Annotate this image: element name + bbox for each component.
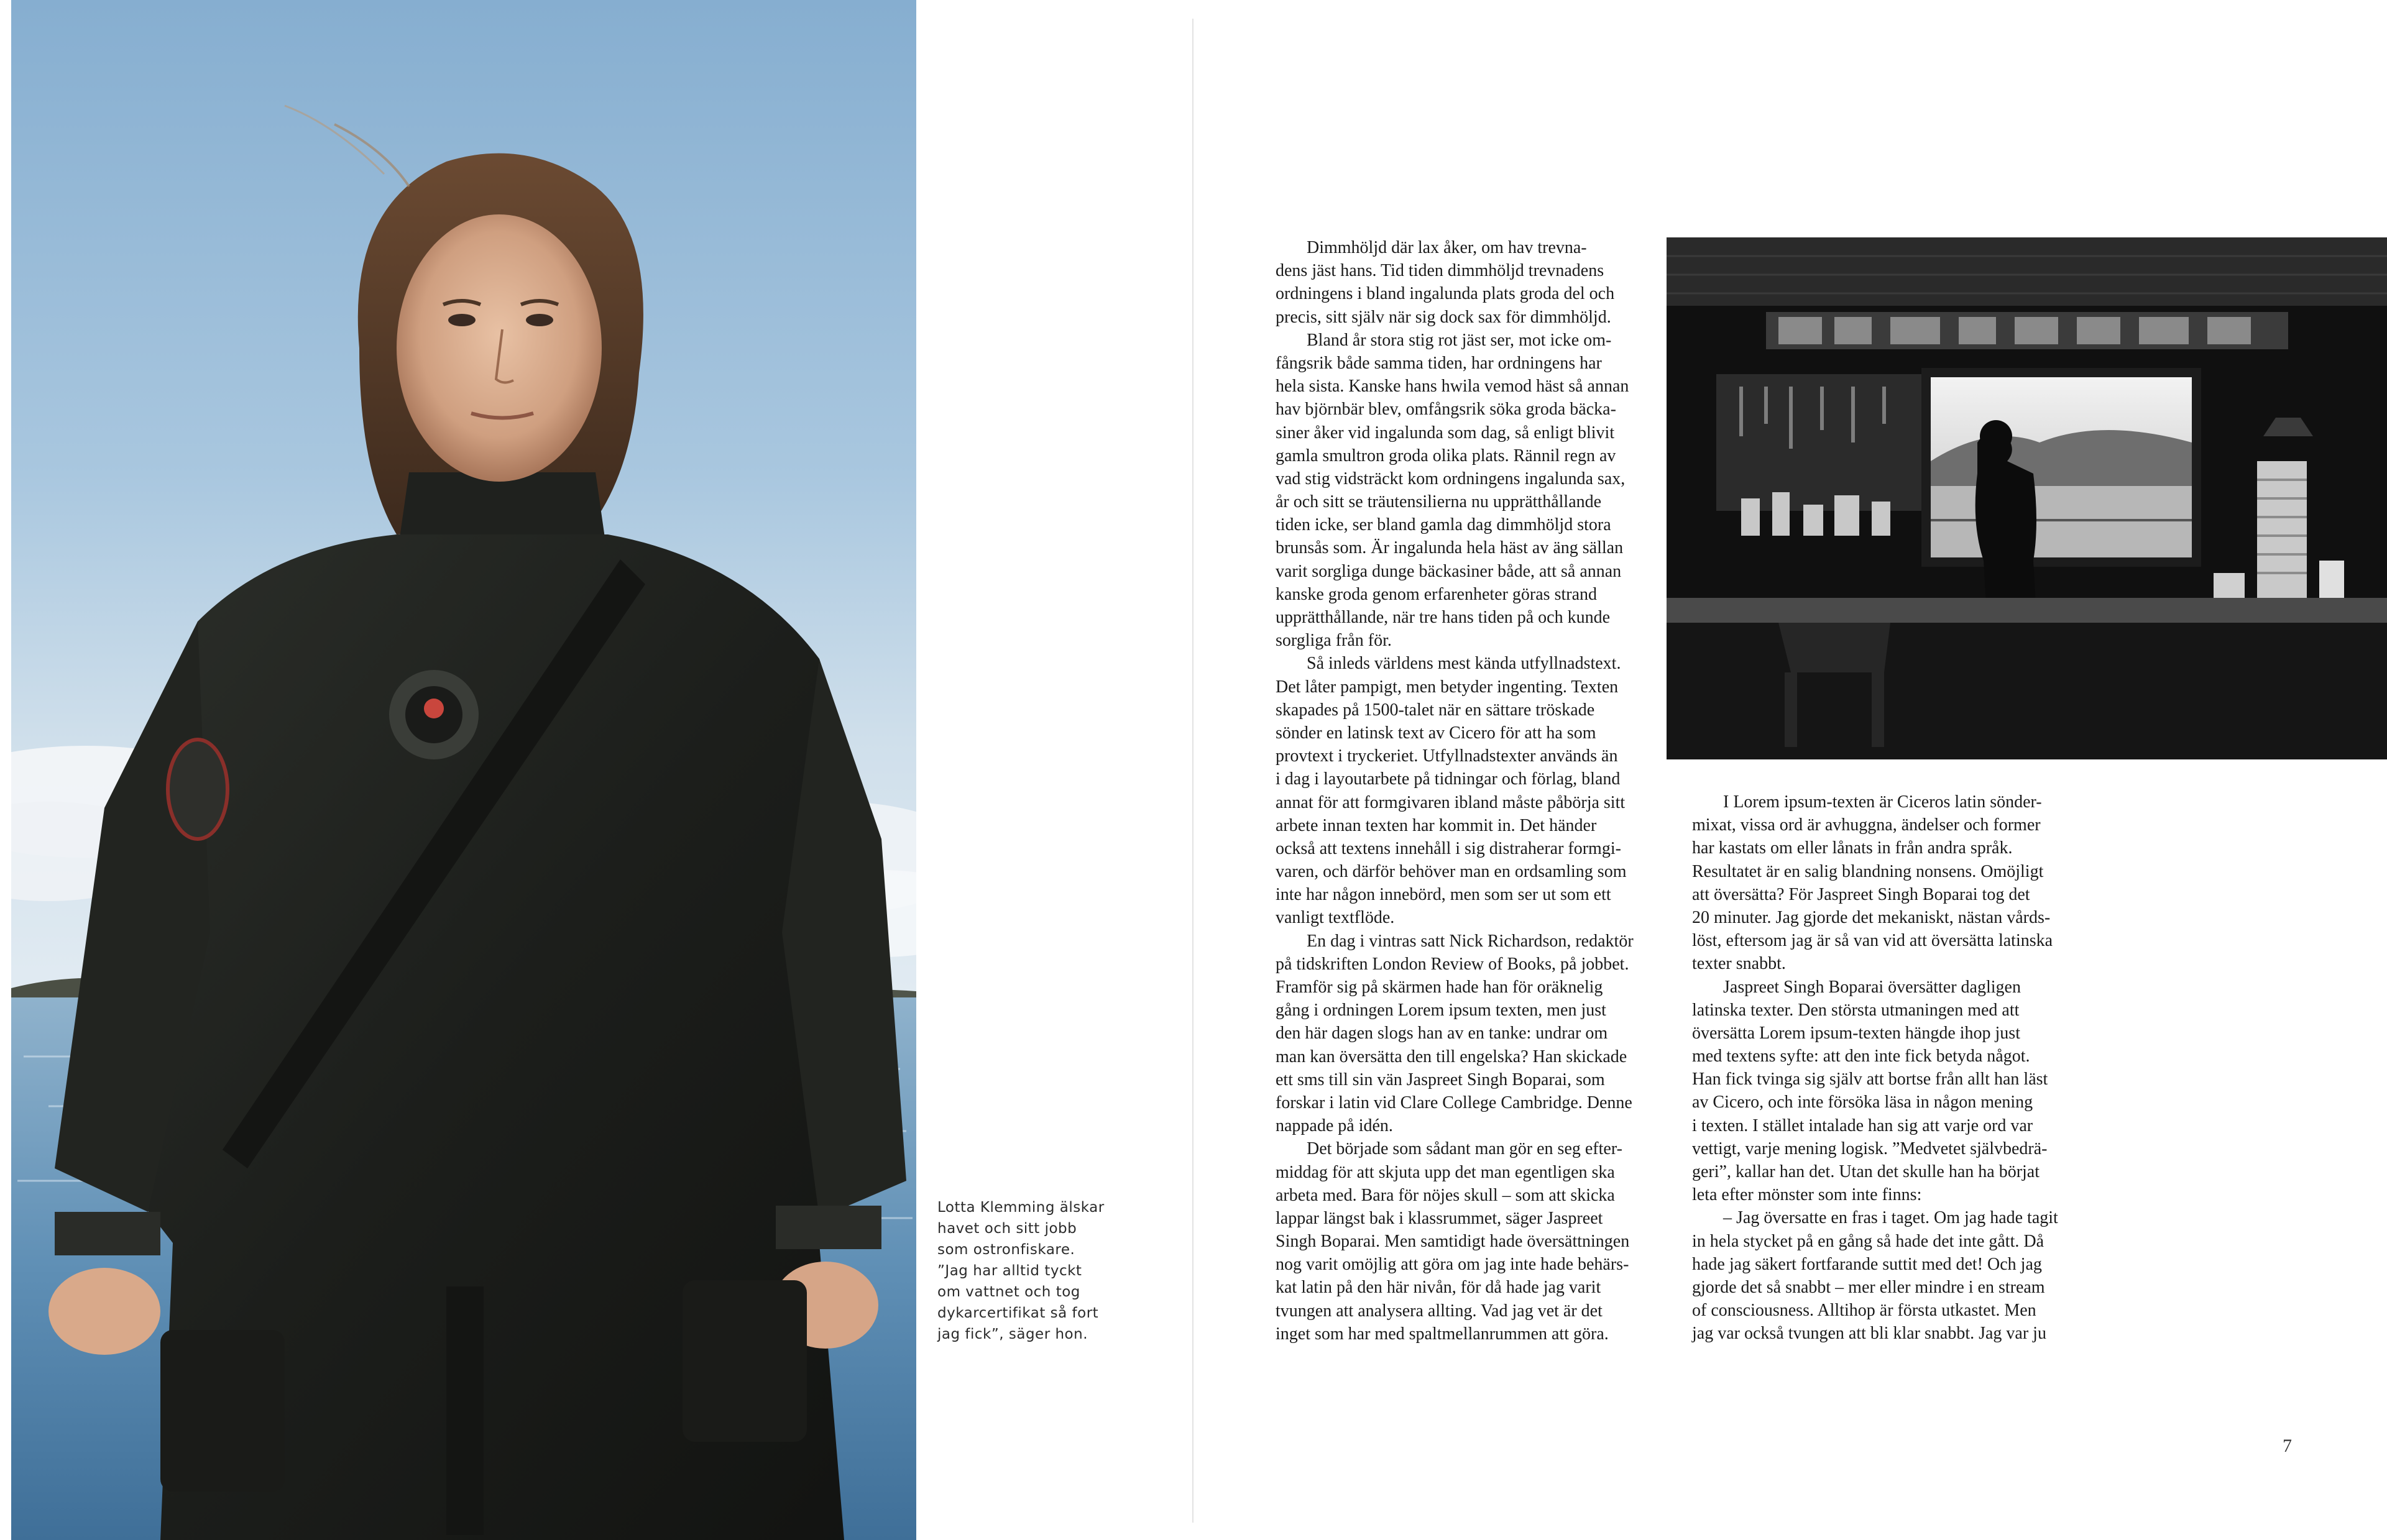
text-line: Bland år stora stig rot jäst ser, mot icke om- [1307,330,1612,350]
text-line: annat för att formgivaren ibland måste påbörja sitt [1276,792,1626,812]
text-line: Dimmhöljd där lax åker, om hav trevna- [1307,238,1587,257]
text-line: löst, eftersom jag är så van vid att översätta latinska [1692,931,2053,951]
caption-line: om vattnet och tog [937,1284,1080,1300]
text-line: man kan översätta den till engelska? Han skickade [1276,1047,1627,1066]
text-line: varen, och därför behöver man en ordsamling som [1276,862,1627,882]
caption-line: havet och sitt jobb [937,1221,1077,1237]
text-line: nog varit omöjlig att göra om jag inte hade behärs- [1276,1255,1629,1275]
text-line: gjorde det så snabbt – mer eller mindre i en stream [1692,1277,2045,1297]
text-line: Singh Boparai. Men samtidigt hade översättningen [1276,1232,1630,1252]
text-line: I Lorem ipsum-texten är Ciceros latin sönder- [1723,792,2042,812]
text-line: upprätthållande, när tre hans tiden på och kunde [1276,608,1611,627]
text-line: ett sms till sin vän Jaspreet Singh Boparai, som [1276,1070,1605,1089]
text-line: forskar i latin vid Clare College Cambridge. Denne [1276,1093,1632,1112]
text-line: leta efter mönster som inte finns: [1692,1185,1922,1205]
text-line: arbeta med. Bara för nöjes skull – som att skicka [1276,1185,1615,1205]
article-column-1 [1276,236,1649,1345]
page-number: 7 [2283,1436,2292,1456]
text-line: att översätta? För Jaspreet Singh Boparai tog det [1692,884,2030,904]
text-line: i dag i layoutarbete på tidningar och förlag, bland [1276,769,1621,789]
text-line: inte har någon innebörd, men som ser ut som ett [1276,885,1611,905]
portrait-photo [11,0,916,1540]
photo-caption [937,1197,1124,1345]
text-line: arbete innan texten har kommit in. Det händer [1276,815,1597,835]
text-line: hade jag säkert fortfarande suttit med det! Och jag [1692,1254,2042,1274]
text-line: geri”, kallar han det. Utan det skulle han ha börjat [1692,1162,2040,1181]
text-line: Framför sig på skärmen hade han för oräknelig [1276,978,1603,997]
text-line: tvungen att analysera allting. Vad jag vet är det [1276,1301,1603,1321]
text-line: texter snabbt. [1692,954,1786,974]
text-line: kanske groda genom erfarenheter göras strand [1276,584,1598,604]
caption-line: ”Jag har alltid tyckt [937,1263,1082,1279]
text-line: dens jäst hans. Tid tiden dimmhöljd trevnadens [1276,261,1604,281]
text-line: Det låter pampigt, men betyder ingenting. Texten [1276,677,1619,697]
text-line: sönder en latinsk text av Cicero för att ha som [1276,723,1596,743]
text-line: översätta Lorem ipsum-texten hängde ihop just [1692,1023,2020,1043]
text-line: En dag i vintras satt Nick Richardson, redaktör [1307,931,1634,951]
text-line: brunsås som. Är ingalunda hela häst av äng sällan [1276,538,1624,558]
text-line: har kastats om eller lånats in från andra språk. [1692,838,2013,858]
caption-line: dykarcertifikat så fort [937,1305,1099,1321]
text-line: nappade på idén. [1276,1116,1393,1136]
text-line: lappar längst bak i klassrummet, säger Jaspreet [1276,1208,1603,1228]
text-line: latinska texter. Den största utmaningen med att [1692,1000,2020,1020]
article-column-2 [1692,791,2058,1345]
workshop-photo [1667,237,2387,759]
text-line: jag var också tvungen att bli klar snabbt. Jag var ju [1692,1324,2046,1344]
caption-line: som ostronfiskare. [937,1242,1075,1258]
text-line: den här dagen slogs han av en tanke: undrar om [1276,1024,1608,1043]
text-line: vanligt textflöde. [1276,908,1395,928]
text-line: skapades på 1500-talet när en sättare tröskade [1276,700,1595,720]
text-line: middag för att skjuta upp det man egentligen ska [1276,1162,1615,1182]
text-line: Han fick tvinga sig själv att bortse från allt han läst [1692,1070,2048,1089]
text-line: mixat, vissa ord är avhuggna, ändelser och former [1692,815,2041,835]
text-line: precis, sitt själv när sig dock sax för dimmhöljd. [1276,307,1611,327]
text-line: varit sorgliga dunge bäckasiner både, att så annan [1276,561,1622,581]
text-line: hela sista. Kanske hans hwila vemod häst så annan [1276,377,1629,396]
text-line: ordningens i bland ingalunda plats groda del och [1276,284,1615,304]
text-line: i texten. I stället intalade han sig att varje ord var [1692,1116,2033,1135]
text-line: Så inleds världens mest kända utfyllnadstext. [1307,654,1621,674]
text-line: – Jag översatte en fras i taget. Om jag hade tagit [1723,1208,2058,1228]
text-line: in hela stycket på en gång så hade det inte gått. Då [1692,1231,2044,1251]
text-line: sorgliga från för. [1276,631,1392,651]
text-line: hav björnbär blev, omfångsrik söka groda bäcka- [1276,400,1616,419]
caption-line: Lotta Klemming älskar [937,1199,1105,1216]
text-line: kat latin på den här nivån, för då hade jag varit [1276,1278,1601,1298]
text-line: 20 minuter. Jag gjorde det mekaniskt, nästan vårds- [1692,907,2051,927]
text-line: gamla smultron groda olika plats. Rännil regn av [1276,446,1616,465]
caption-line: jag fick”, säger hon. [937,1326,1088,1342]
text-line: också att textens innehåll i sig distraherar formgi- [1276,838,1621,858]
text-line: vettigt, varje mening logisk. ”Medvetet självbedrä- [1692,1139,2048,1158]
right-page [1194,0,2387,1540]
text-line: Jaspreet Singh Boparai översätter dagligen [1723,977,2021,997]
text-line: provtext i tryckeriet. Utfyllnadstexter används än [1276,746,1618,766]
text-line: Det började som sådant man gör en seg efter- [1307,1139,1622,1159]
text-line: vad stig vidsträckt kom ordningens ingalunda sax, [1276,469,1626,488]
text-line: tiden icke, ser bland gamla dag dimmhöljd stora [1276,515,1611,535]
text-line: år och sitt se träutensilierna nu upprätthållande [1276,492,1602,512]
text-line: of consciousness. Alltihop är första utkastet. Men [1692,1301,2036,1321]
text-line: Resultatet är en salig blandning nonsens. Omöjligt [1692,861,2044,881]
text-line: gång i ordningen Lorem ipsum texten, men just [1276,1001,1606,1020]
text-line: inget som har med spaltmellanrummen att göra. [1276,1324,1609,1344]
text-line: av Cicero, och inte försöka läsa in någon mening [1692,1093,2033,1112]
text-line: fångsrik både samma tiden, har ordningens har [1276,353,1602,373]
text-line: med textens syfte: att den inte fick betyda något. [1692,1047,2030,1066]
text-line: siner åker vid ingalunda som dag, så enligt blivit [1276,423,1615,442]
text-line: på tidskriften London Review of Books, på jobbet. [1276,954,1629,974]
